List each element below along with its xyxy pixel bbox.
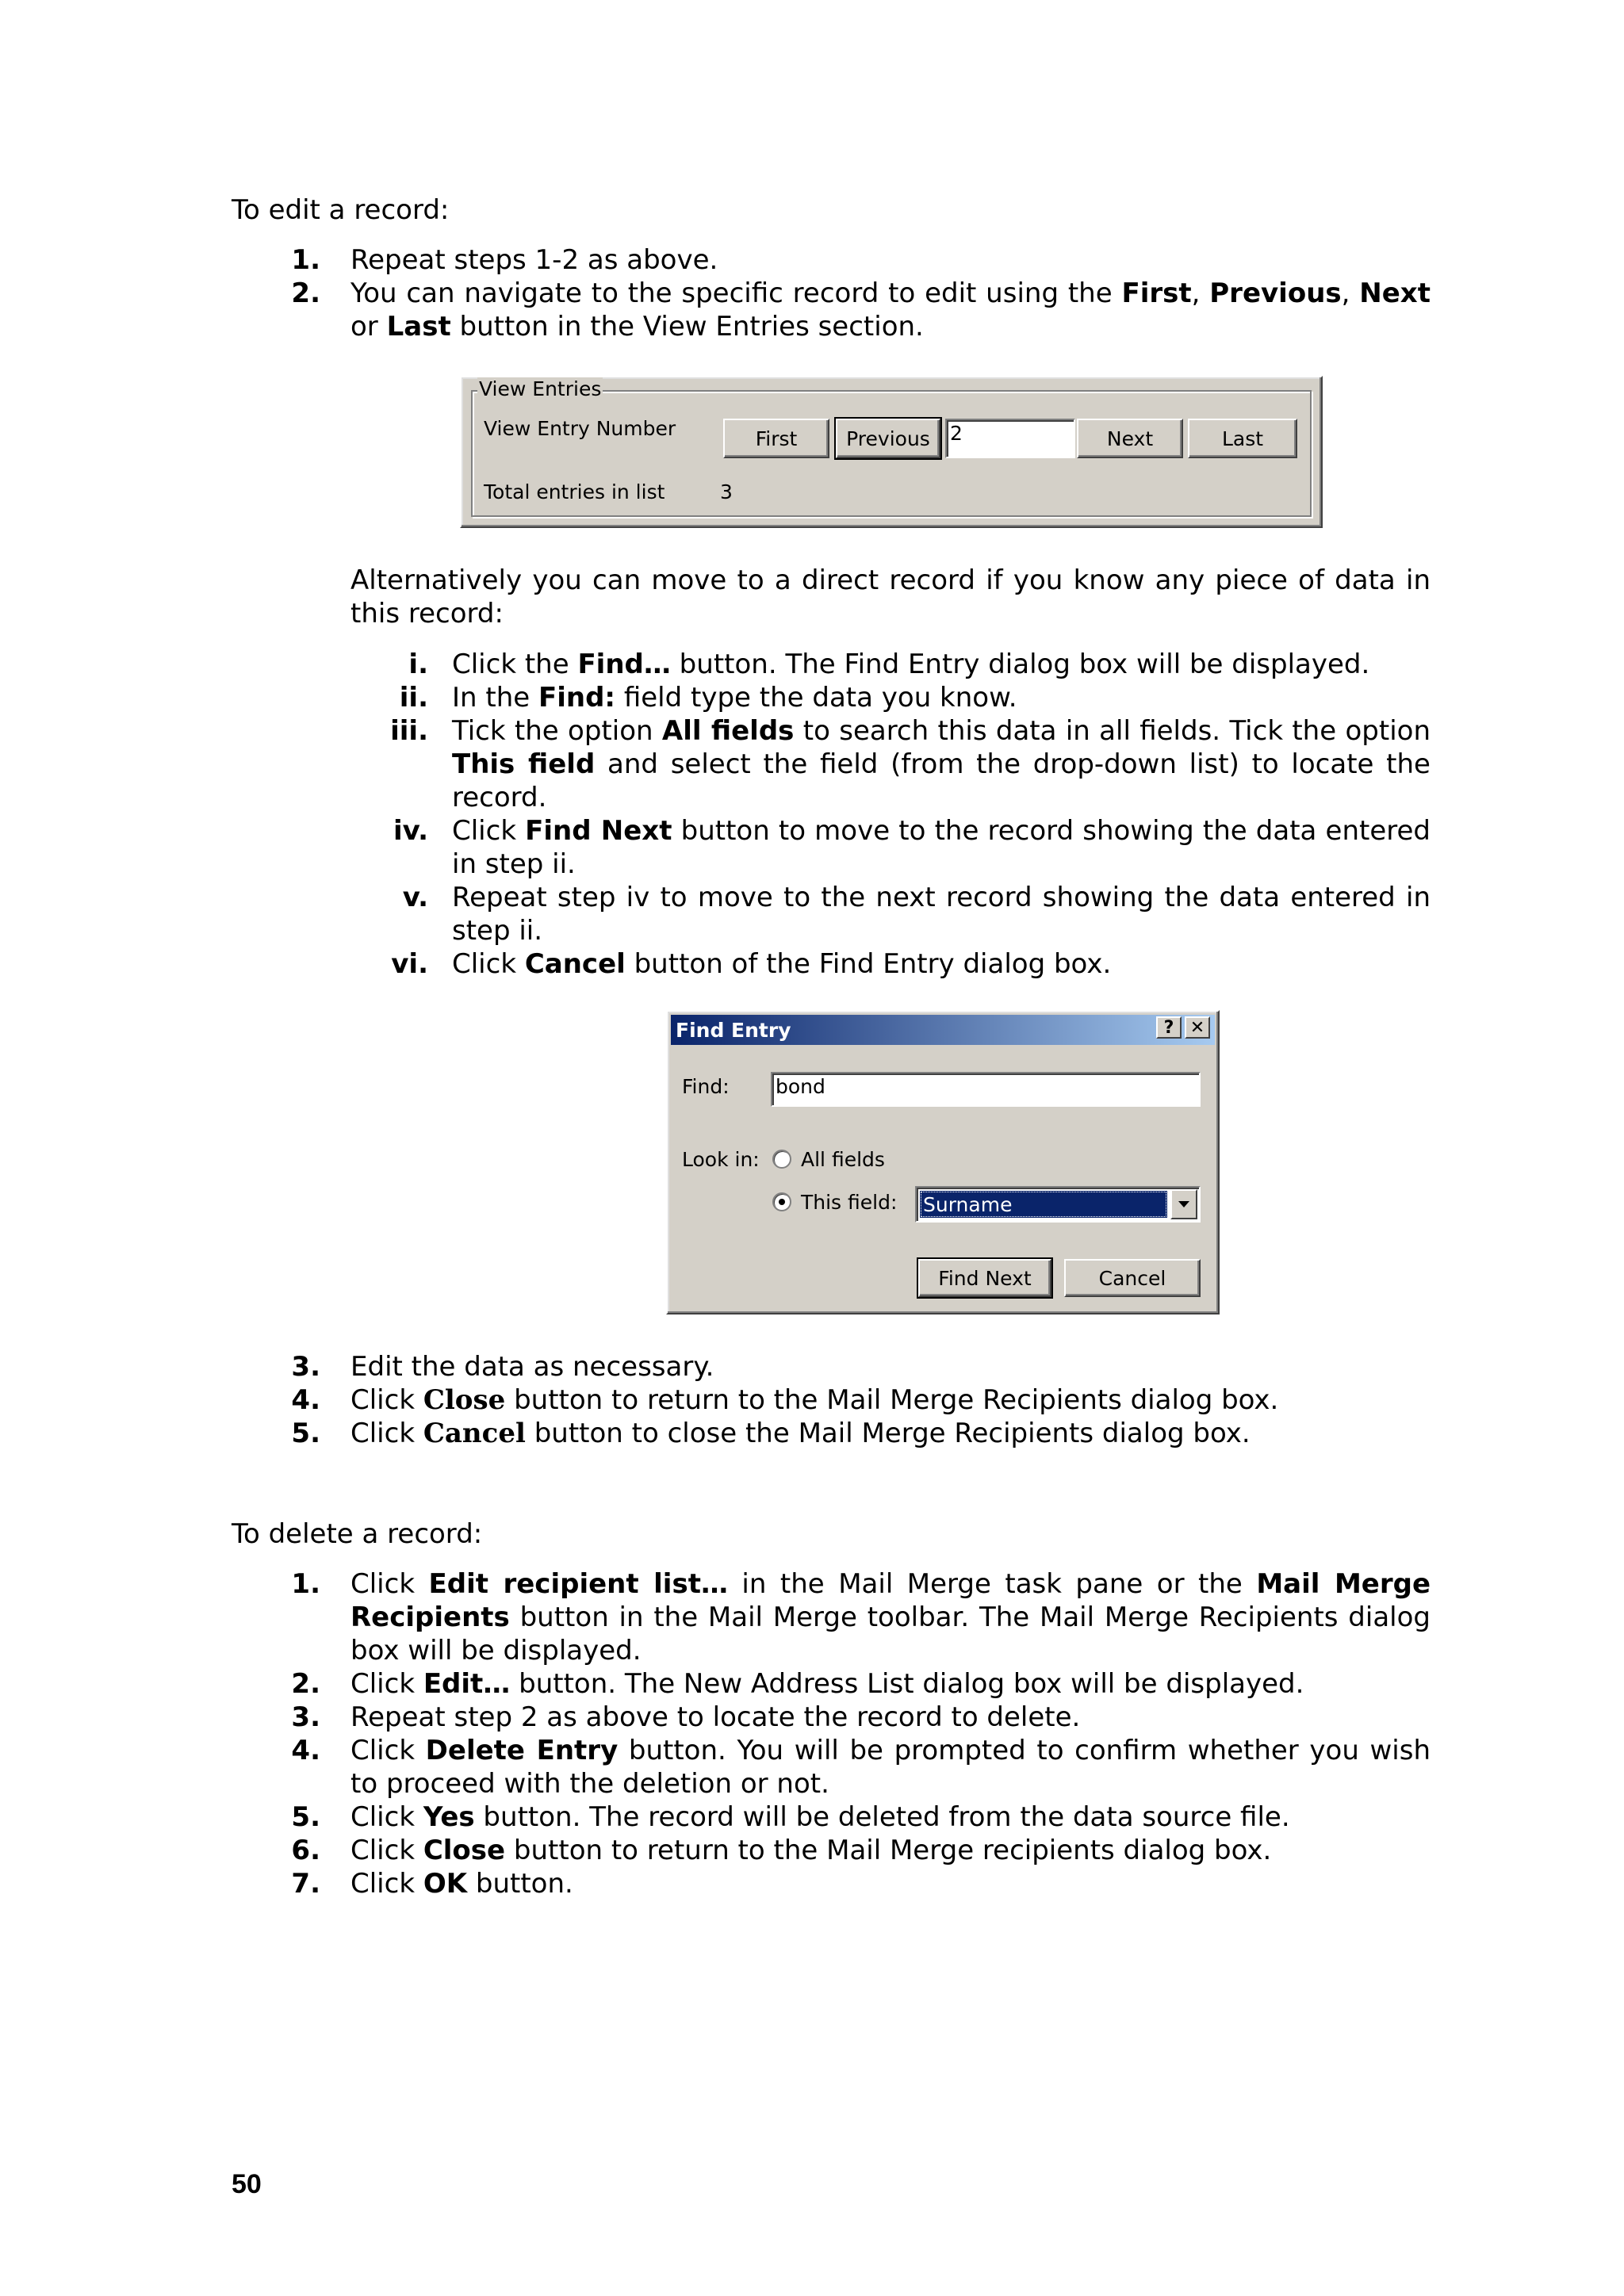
field-select[interactable]: [915, 1186, 1201, 1223]
substep-i: [350, 648, 1431, 681]
substep-number: vi.: [391, 948, 428, 980]
delete-steps: [232, 1567, 1431, 1900]
edit-step-2: [232, 277, 1431, 343]
step-text: Click: [452, 948, 525, 980]
step-text: Click: [350, 1568, 429, 1600]
chevron-down-icon: [1178, 1201, 1189, 1207]
delete-intro: To delete a record:: [232, 1518, 483, 1550]
step-number: 5.: [291, 1418, 320, 1449]
substep-number: iv.: [393, 815, 428, 847]
delete-step-7: [232, 1867, 1431, 1900]
substep-number: i.: [408, 649, 428, 680]
bold-term: Edit…: [423, 1668, 511, 1700]
edit-intro: To edit a record:: [232, 194, 450, 226]
entry-number-input[interactable]: 2: [945, 419, 1075, 458]
find-substeps: [350, 648, 1431, 981]
bold-term: Last: [386, 311, 451, 342]
close-icon[interactable]: ✕: [1185, 1016, 1210, 1039]
first-button[interactable]: First: [723, 419, 829, 458]
step-number: 2.: [291, 1668, 320, 1700]
step-text: Click: [452, 815, 526, 847]
cancel-button[interactable]: Cancel: [1064, 1259, 1201, 1297]
edit-step-3: [232, 1350, 1431, 1383]
substep-number: ii.: [399, 682, 428, 714]
step-text: Click the: [452, 649, 578, 680]
step-number: 5.: [291, 1801, 320, 1833]
step-text: Click: [350, 1801, 423, 1833]
step-text: Click: [350, 1418, 423, 1449]
step-text: button. The Find Entry dialog box will be displayed.: [670, 649, 1370, 680]
step-text: Edit the data as necessary.: [350, 1351, 714, 1383]
step-text: button. The record will be deleted from the data source file.: [474, 1801, 1290, 1833]
bold-term: Yes: [423, 1801, 475, 1833]
all-fields-radio[interactable]: [772, 1150, 791, 1169]
find-next-button[interactable]: Find Next: [918, 1259, 1051, 1297]
previous-button[interactable]: Previous: [836, 419, 940, 458]
substep-number: iii.: [390, 715, 428, 747]
bold-term: Previous: [1209, 277, 1342, 309]
step-number: 1.: [291, 1568, 320, 1600]
last-button[interactable]: Last: [1188, 419, 1297, 458]
bold-term: Edit recipient list…: [428, 1568, 728, 1600]
step-number: 3.: [291, 1351, 320, 1383]
view-entries-panel: [460, 376, 1323, 528]
next-button[interactable]: Next: [1077, 419, 1183, 458]
step-number: 4.: [291, 1384, 320, 1416]
step-text: button. The New Address List dialog box will be displayed.: [510, 1668, 1304, 1700]
step-number: 6.: [291, 1835, 320, 1866]
step-text: Click: [350, 1384, 423, 1416]
delete-step-2: [232, 1667, 1431, 1701]
step-text: to search this data in all fields. Tick the option: [794, 715, 1431, 747]
page-number: 50: [232, 2169, 262, 2199]
total-entries-label: Total entries in list: [484, 480, 665, 503]
step-text: Click: [350, 1835, 423, 1866]
edit-step-5: [232, 1417, 1431, 1450]
step-text: ,: [1191, 277, 1210, 309]
step-text: button to move to the record showing the data entered in step ii.: [452, 815, 1431, 880]
step-text: and select the field (from the drop-down list) to locate the record.: [452, 748, 1431, 813]
step-text: button to return to the Mail Merge recipients dialog box.: [505, 1835, 1272, 1866]
substep-iii: [350, 714, 1431, 814]
step-text: button to close the Mail Merge Recipients dialog box.: [525, 1418, 1251, 1449]
step-text: Repeat step iv to move to the next record showing the data entered in step ii.: [452, 882, 1431, 947]
step-text: In the: [452, 682, 538, 714]
find-input[interactable]: bond: [771, 1072, 1201, 1107]
bold-term: Close: [423, 1384, 506, 1416]
step-text: Click: [350, 1668, 423, 1700]
bold-term: First: [1121, 277, 1192, 309]
delete-step-1: [232, 1567, 1431, 1667]
step-text: or: [350, 311, 387, 342]
step-text: ,: [1341, 277, 1360, 309]
field-select-value: Surname: [920, 1191, 1167, 1218]
delete-step-5: [232, 1800, 1431, 1834]
step-text: button to return to the Mail Merge Recipients dialog box.: [505, 1384, 1279, 1416]
find-entry-dialog: [666, 1010, 1220, 1314]
bold-term: Delete Entry: [425, 1735, 619, 1766]
find-entry-titlebar: [671, 1015, 1215, 1045]
step-text: button in the Mail Merge toolbar. The Mail Merge Recipients dialog box will be displayed.: [350, 1601, 1431, 1667]
substep-number: v.: [402, 882, 428, 913]
step-text: Tick the option: [452, 715, 662, 747]
look-in-label: Look in:: [682, 1148, 760, 1171]
delete-step-3: [232, 1701, 1431, 1734]
dialog-title: Find Entry: [676, 1018, 791, 1042]
edit-step-1: [232, 243, 1431, 277]
bold-term: Mail Merge Recipients: [350, 1568, 1431, 1633]
help-icon[interactable]: ?: [1156, 1016, 1182, 1039]
step-number: 1.: [291, 244, 320, 276]
this-field-label[interactable]: This field:: [801, 1191, 898, 1214]
step-number: 7.: [291, 1868, 320, 1900]
step-text: button. You will be prompted to confirm whether you wish to proceed with the deletion or not.: [350, 1735, 1431, 1800]
step-text: Repeat step 2 as above to locate the record to delete.: [350, 1701, 1081, 1733]
step-text: field type the data you know.: [615, 682, 1017, 714]
step-number: 2.: [291, 277, 320, 309]
step-number: 4.: [291, 1735, 320, 1766]
step-text: Repeat steps 1-2 as above.: [350, 244, 718, 276]
bold-term: This field: [452, 748, 596, 780]
delete-step-6: [232, 1834, 1431, 1867]
view-entries-title: View Entries: [479, 377, 602, 400]
edit-steps-top: [232, 243, 1431, 343]
dropdown-button[interactable]: [1170, 1189, 1197, 1219]
step-text: Click: [350, 1868, 423, 1900]
alternative-paragraph: Alternatively you can move to a direct record if you know any piece of data in this record:: [350, 564, 1431, 629]
bold-term: Find Next: [525, 815, 672, 847]
bold-term: Cancel: [524, 948, 626, 980]
step-text: in the Mail Merge task pane or the: [727, 1568, 1257, 1600]
bold-term: Cancel: [423, 1418, 526, 1449]
edit-step-4: [232, 1383, 1431, 1417]
edit-steps-bottom: [232, 1350, 1431, 1450]
entry-number-label: View Entry Number: [484, 417, 676, 440]
bold-term: Find…: [577, 649, 671, 680]
all-fields-label[interactable]: All fields: [801, 1148, 885, 1171]
this-field-radio[interactable]: [772, 1192, 791, 1211]
step-text: button in the View Entries section.: [450, 311, 924, 342]
step-text: You can navigate to the specific record to edit using the: [350, 277, 1122, 309]
bold-term: OK: [423, 1868, 468, 1900]
step-text: button.: [467, 1868, 573, 1900]
step-text: button of the Find Entry dialog box.: [625, 948, 1112, 980]
bold-term: Next: [1359, 277, 1431, 309]
step-number: 3.: [291, 1701, 320, 1733]
bold-term: Close: [423, 1835, 506, 1866]
find-label: Find:: [682, 1075, 730, 1098]
substep-iv: [350, 814, 1431, 881]
substep-vi: [350, 947, 1431, 981]
total-entries-value: 3: [720, 480, 733, 503]
substep-v: [350, 881, 1431, 947]
substep-ii: [350, 681, 1431, 714]
bold-term: All fields: [661, 715, 795, 747]
delete-step-4: [232, 1734, 1431, 1800]
bold-term: Find:: [538, 682, 616, 714]
step-text: Click: [350, 1735, 426, 1766]
